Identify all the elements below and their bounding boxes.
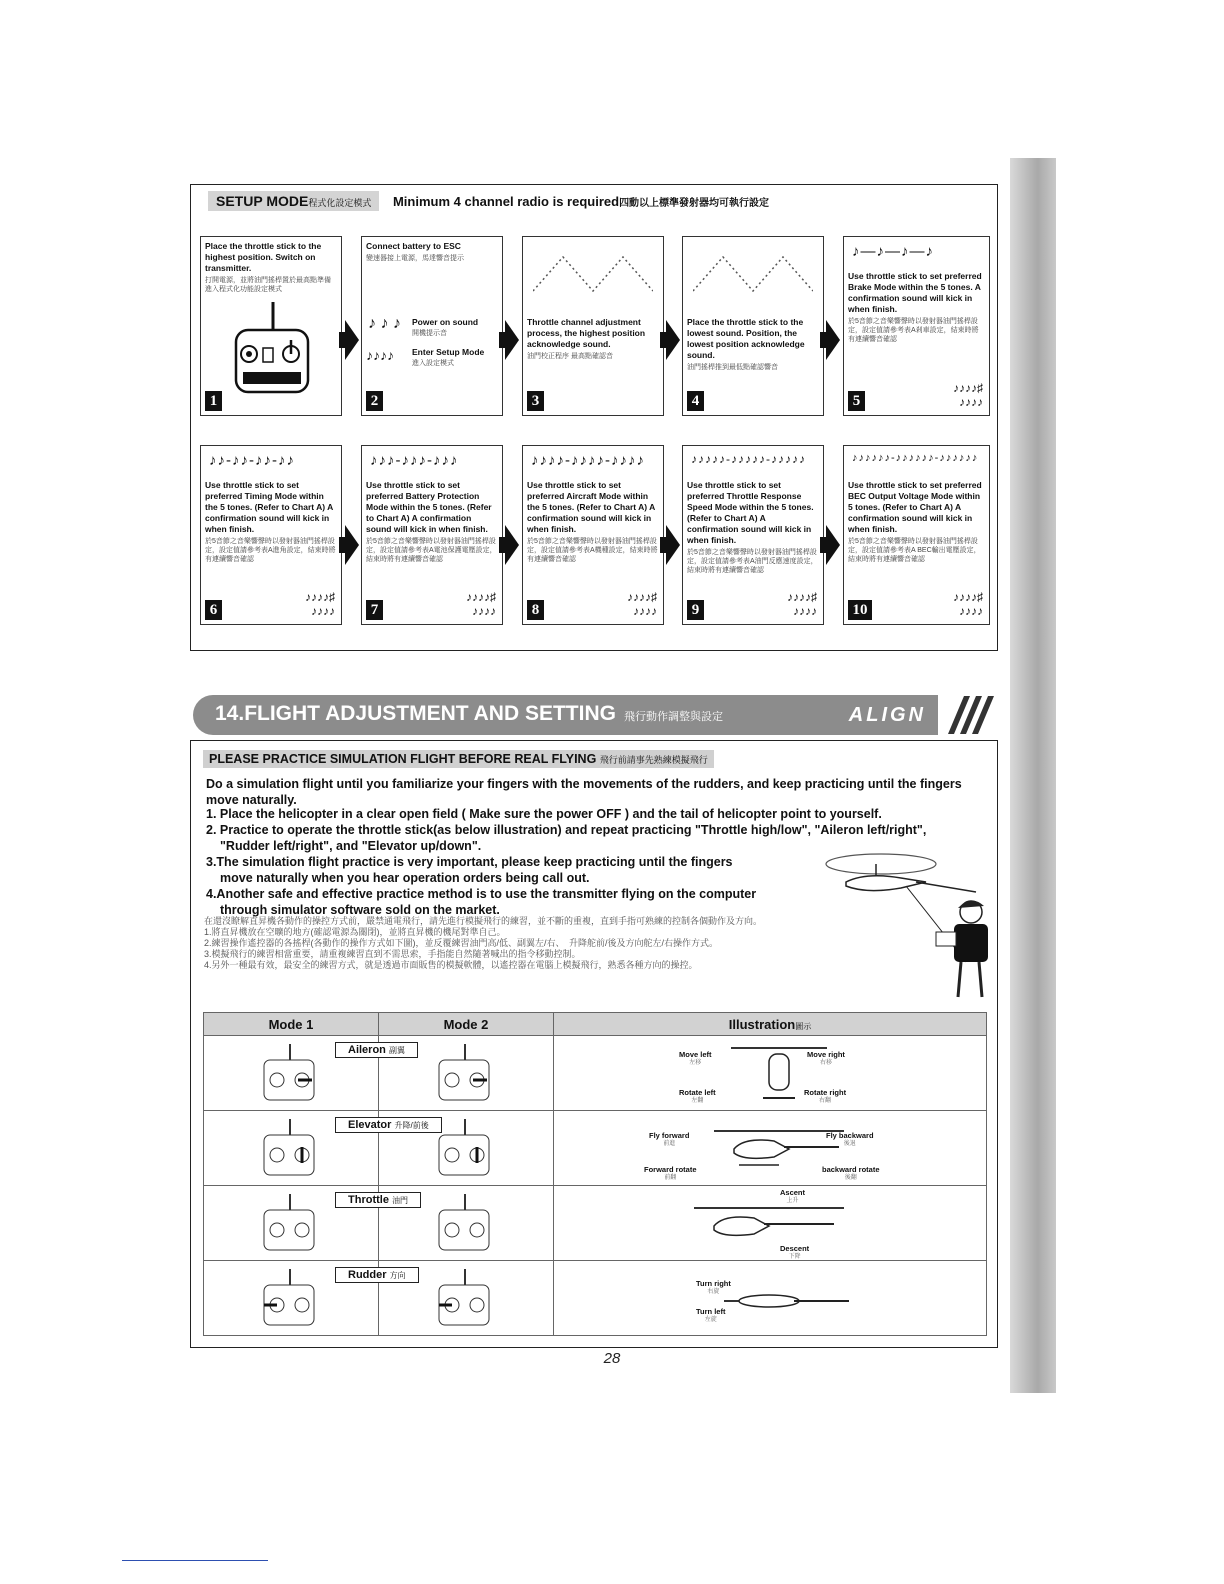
music-note-icon: ♪♪♪♪♯ ♪♪♪♪ (953, 590, 983, 618)
setup-step-1: Place the throttle stick to the highest position. Switch on transmitter. 打開電源，並將油門搖桿置於最高點準備進入程式化功能設定模式 1 (200, 236, 342, 416)
music-note-icon: ♪—♪—♪—♪ (852, 243, 934, 260)
forward-rotate-label: Forward rotate 前翻 (644, 1165, 697, 1181)
move-left-label: Move left 左移 (679, 1050, 712, 1066)
list-item: "Rudder left/right", and "Elevator up/down". (220, 839, 482, 853)
practice-intro: Do a simulation flight until you familiarize your fingers with the movements of the rudders, and keep practicing until the fingers move naturally. (206, 777, 962, 807)
elevator-label: Elevator 升降/前後 (335, 1117, 442, 1133)
rudder-label: Rudder 方向 (335, 1267, 419, 1283)
arrow-right-icon (666, 525, 680, 565)
footer-rule (122, 1560, 268, 1561)
setup-step-3: Throttle channel adjustment process, the highest position acknowledge sound. 油門校正程序 最高點確認音 3 (522, 236, 664, 416)
setup-step-10: ♪♪♪♪♪♪-♪♪♪♪♪♪-♪♪♪♪♪♪ Use throttle stick to set preferred BEC Output Voltage Mode within 5 tones. (Refer to Chart A) A confirmation sound will kick in when finish. 於5音節之音樂響聲時以發射器油門搖桿設定，設定值請參考表A BEC輸出電壓設定，結束時將有連續響音確認 ♪♪♪♪♯ ♪♪♪♪ 10 (843, 445, 990, 625)
fly-backward-label: Fly backward 後退 (826, 1131, 874, 1147)
step-number-4: 4 (687, 391, 704, 411)
turn-right-label: Turn right 右旋 (696, 1279, 731, 1295)
transmitter-mode2-icon (435, 1192, 495, 1254)
setup-mode-title: SETUP MODE程式化設定模式 Minimum 4 channel radio is required四動以上標準發射器均可執行設定 (208, 193, 769, 209)
transmitter-icon (231, 302, 311, 397)
step-number-2: 2 (366, 391, 383, 411)
chinese-instructions: 在還沒瞭解直昇機各動作的操控方式前，嚴禁通電飛行，請先進行模擬飛行的練習，並不斷的重複，直到手指可熟練的控制各個動作及方向。 1.將直昇機放在空曠的地方(確認電源為關閉)，並將直昇機的機尾對準自己。 2.練習操作遙控器的各搖桿(各動作的操作方式如下圖)，並反覆練習油門高/低、副翼左/右、 升降舵前/後及方向舵左/右操作方式。 3.模擬飛行的練習相當重要，請重複練習直到不需思索，手指能自然隨著喊出的指令移動控制。 4.另外一種最有效，最安全的練習方式，就是透過市面販售的模擬軟體，以遙控器在電腦上模擬飛行，熟悉各種方向的操控。 (204, 916, 763, 970)
transmitter-mode2-icon (435, 1117, 495, 1179)
music-note-icon: ♪♪♪♪♯ ♪♪♪♪ (787, 590, 817, 618)
arrow-right-icon (826, 320, 840, 360)
table-row (204, 1036, 987, 1111)
transmitter-mode1-icon (260, 1192, 320, 1254)
setup-step-9: ♪♪♪♪♪-♪♪♪♪♪-♪♪♪♪♪ Use throttle stick to set preferred Throttle Response Speed Mode within the 5 tones. (Refer to Chart A) A confirmation sound will kick in when finish. 於5音節之音樂響聲時以發射器油門搖桿設定，設定值請參考表A油門反應速度設定，結束時將有連續響音確認 ♪♪♪♪♯ ♪♪♪♪ 9 (682, 445, 824, 625)
setup-step-8: ♪♪♪♪-♪♪♪♪-♪♪♪♪ Use throttle stick to set preferred Aircraft Mode within the 5 tones. (Refer to Chart A) A confirmation sound will kick in when finish. 於5音節之音樂響聲時以發射器油門搖桿設定，設定值請參考表A機種設定，結束時將有連續響音確認 ♪♪♪♪♯ ♪♪♪♪ 8 (522, 445, 664, 625)
arrow-right-icon (345, 525, 359, 565)
list-item: 2. Practice to operate the throttle stick(as below illustration) and repeat practicing "Throttle high/low", "Aileron left/right", (206, 823, 927, 837)
music-note-icon: ♪♪-♪♪-♪♪-♪♪ (209, 452, 295, 469)
setup-step-5: ♪—♪—♪—♪ Use throttle stick to set preferred Brake Mode within the 5 tones. A confirmation sound will kick in when finish. 於5音節之音樂響聲時以發射器油門搖桿設定，設定值請參考表A剎車設定，結束時將有連續響音確認 ♪♪♪♪♯ ♪♪♪♪ 5 (843, 236, 990, 416)
music-note-icon: ♪ ♪ ♪ (368, 315, 401, 332)
music-note-icon: ♪♪♪-♪♪♪-♪♪♪ (370, 452, 459, 469)
header-mode-2: Mode 2 (379, 1013, 554, 1036)
table-row (204, 1111, 987, 1186)
helicopter-side-icon (694, 1202, 844, 1246)
align-logo: ALIGN (848, 704, 926, 726)
step-number-6: 6 (205, 600, 222, 620)
arrow-right-icon (345, 320, 359, 360)
step-number-8: 8 (527, 600, 544, 620)
arrow-right-icon (505, 525, 519, 565)
table-row (204, 1261, 987, 1336)
turn-left-label: Turn left 左旋 (696, 1307, 726, 1323)
list-item: through simulator software sold on the market. (220, 903, 500, 917)
transmitter-mode1-icon (260, 1042, 320, 1104)
transmitter-mode2-icon (435, 1267, 495, 1329)
step-number-7: 7 (366, 600, 383, 620)
transmitter-mode2-icon (435, 1042, 495, 1104)
page-number: 28 (603, 1350, 621, 1367)
list-item: 4.Another safe and effective practice method is to use the transmitter flying on the computer (206, 887, 757, 901)
list-item: 3.The simulation flight practice is very important, please keep practicing until the fingers (206, 855, 733, 869)
descent-label: Descent 下降 (780, 1244, 810, 1260)
section-banner: 14.FLIGHT ADJUSTMENT AND SETTING 飛行動作調整與設定 ALIGN (193, 695, 938, 735)
music-note-icon: ♪♪♪♪ (366, 347, 394, 363)
banner-slashes-icon (940, 692, 995, 737)
step-number-3: 3 (527, 391, 544, 411)
header-illustration: Illustration圖示 (554, 1013, 987, 1036)
music-note-icon: ♪♪♪♪♯ ♪♪♪♪ (953, 381, 983, 409)
step-number-1: 1 (205, 391, 222, 411)
setup-step-2: Connect battery to ESC 變速器接上電源，馬達響音提示 ♪ ♪ ♪ Power on sound 開機提示音 ♪♪♪♪ Enter Setup Mode 進入設定模式 2 (361, 236, 503, 416)
setup-step-6: ♪♪-♪♪-♪♪-♪♪ Use throttle stick to set preferred Timing Mode within the 5 tones. (Refer to Chart A) A confirmation sound will kick in when finish. 於5音節之音樂響聲時以發射器油門搖桿設定，設定值請參考表A進角設定，結束時將有連續響音確認 ♪♪♪♪♯ ♪♪♪♪ 6 (200, 445, 342, 625)
fly-forward-label: Fly forward 前進 (649, 1131, 690, 1147)
table-row (204, 1186, 987, 1261)
music-note-icon: ♪♪♪♪-♪♪♪♪-♪♪♪♪ (531, 452, 645, 469)
step-number-9: 9 (687, 600, 704, 620)
page-edge-shadow (1010, 158, 1056, 1393)
music-note-icon: ♪♪♪♪♪♪-♪♪♪♪♪♪-♪♪♪♪♪♪ (852, 452, 979, 464)
backward-rotate-label: backward rotate 後翻 (822, 1165, 880, 1181)
rotate-right-label: Rotate right 右翻 (804, 1088, 847, 1104)
list-item: move naturally when you hear operation orders being call out. (220, 871, 590, 885)
music-zigzag-icon (533, 251, 653, 295)
ascent-label: Ascent 上升 (780, 1188, 806, 1204)
helicopter-top-icon (714, 1283, 854, 1323)
setup-step-4: Place the throttle stick to the lowest sound. Position, the lowest position acknowledge sound. 油門搖桿推到最低點確認響音 4 (682, 236, 824, 416)
setup-step-7: ♪♪♪-♪♪♪-♪♪♪ Use throttle stick to set preferred Battery Protection Mode within the 5 tones. (Refer to Chart A) A confirmation sound will kick in when finish. 於5音節之音樂響聲時以發射器油門搖桿設定，設定值請參考表A電池保護電壓設定，結束時將有連續響音確認 ♪♪♪♪♯ ♪♪♪♪ 7 (361, 445, 503, 625)
step-number-10: 10 (848, 600, 872, 620)
music-note-icon: ♪♪♪♪♯ ♪♪♪♪ (305, 590, 335, 618)
move-right-label: Move right 右移 (807, 1050, 845, 1066)
aileron-label: Aileron 副翼 (335, 1042, 418, 1058)
rotate-left-label: Rotate left 左翻 (679, 1088, 716, 1104)
list-item: 1. Place the helicopter in a clear open field ( Make sure the power OFF ) and the tail of helicopter point to yourself. (206, 807, 882, 821)
step-number-5: 5 (848, 391, 865, 411)
arrow-right-icon (666, 320, 680, 360)
arrow-right-icon (826, 525, 840, 565)
throttle-label: Throttle 油門 (335, 1192, 421, 1208)
music-note-icon: ♪♪♪♪♯ ♪♪♪♪ (627, 590, 657, 618)
transmitter-mode1-icon (260, 1117, 320, 1179)
practice-title: PLEASE PRACTICE SIMULATION FLIGHT BEFORE REAL FLYING 飛行前請事先熟練模擬飛行 (203, 750, 714, 768)
music-note-icon: ♪♪♪♪♯ ♪♪♪♪ (466, 590, 496, 618)
header-mode-1: Mode 1 (204, 1013, 379, 1036)
transmitter-mode1-icon (260, 1267, 320, 1329)
arrow-right-icon (505, 320, 519, 360)
music-note-icon: ♪♪♪♪♪-♪♪♪♪♪-♪♪♪♪♪ (691, 452, 806, 466)
stick-mode-table (203, 1012, 987, 1336)
music-zigzag-icon (693, 251, 813, 295)
